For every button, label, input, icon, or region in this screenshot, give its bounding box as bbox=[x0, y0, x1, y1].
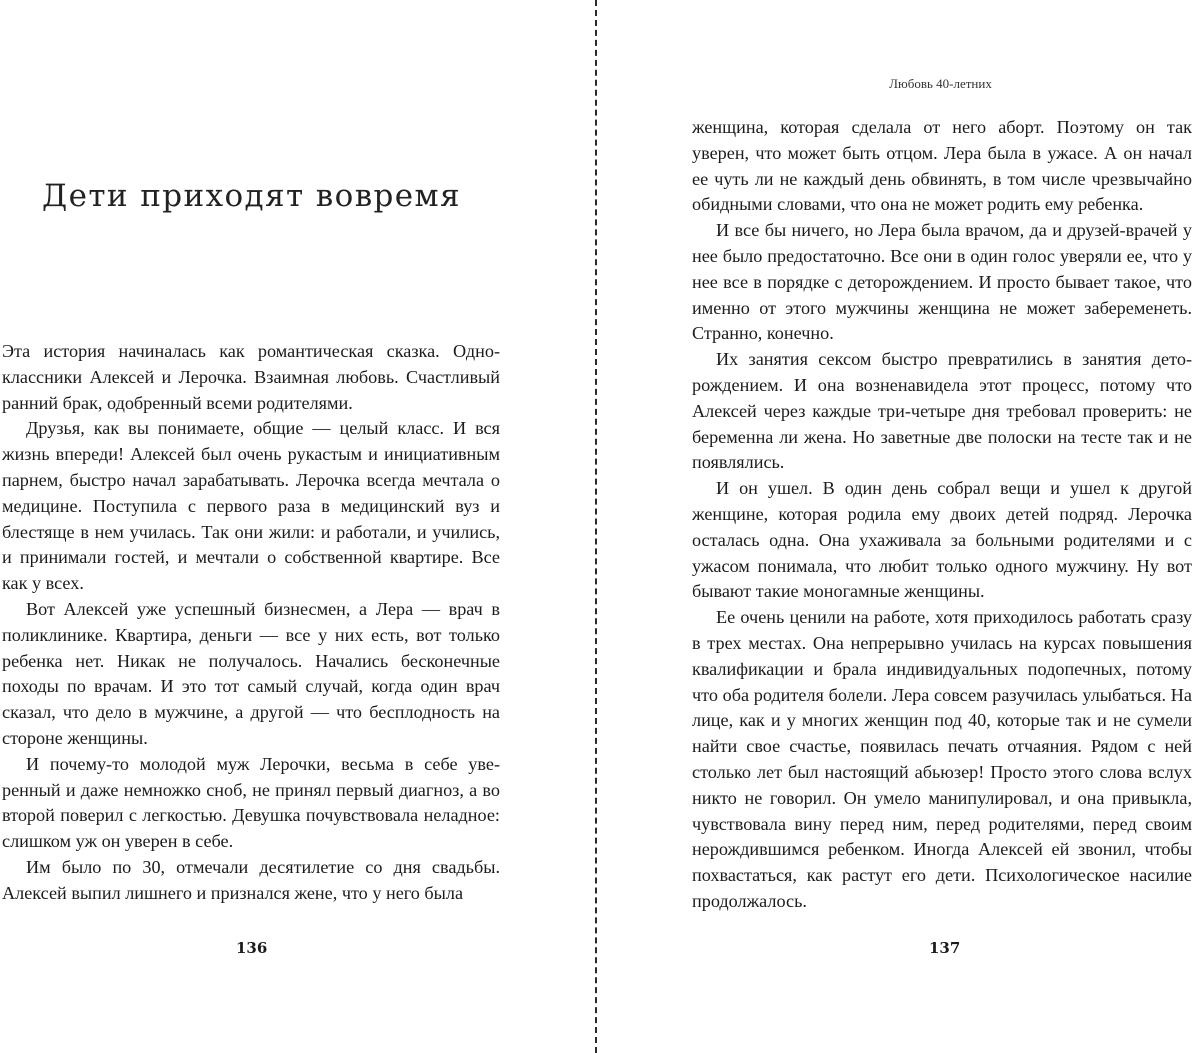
left-page bbox=[0, 0, 596, 1053]
paragraph: женщина, которая сделала от него аборт. Поэтому он так уверен, что может быть отцом. Лера была в ужасе. А он начал ее чуть ли не каждый день обвинять, в том числе чрезвычайно обидными словами, что она не может родить ему ребенка. bbox=[692, 117, 1192, 215]
running-head: Любовь 40-летних bbox=[889, 76, 992, 91]
right-page-body bbox=[692, 115, 1192, 915]
paragraph: Друзья, как вы понимаете, общие — целый класс. И вся жизнь впереди! Алексей был очень рукастым и инициативным парнем, быстро начал зарабатывать. Лерочка всегда мечтала о медицине. Поступила с первого раза в медицинский вуз и блестяще в нем училась. Так они жили: и работали, и учились, и принимали гостей, и мечтали о собственной квартире. Все как у всех. bbox=[2, 418, 500, 594]
left-page-body bbox=[2, 339, 500, 907]
page-divider bbox=[595, 0, 597, 1053]
right-page bbox=[598, 0, 1195, 1053]
paragraph: Ее очень ценили на работе, хотя приходилось работать сразу в трех местах. Она непрерывно училась на курсах повышения квалификации и брала индивидуальных подопечных, потому что оба родителя болели. Лера совсем разучилась улыбаться. На лице, как и у многих женщин под 40, которые так и не сумели найти свое счастье, появилась печать отчаяния. Рядом с ней столько лет был настоящий абьюзер! Просто этого слова вслух никто не говорил. Он умело манипулировал, и она привыкла, чувствовала вину перед ним, перед родителями, перед своим нерождившимся ребенком. Иногда Алексей ей звонил, чтобы похвастаться, как растут его дети. Психологическое насилие продолжалось. bbox=[692, 607, 1192, 911]
page-number: 137 bbox=[929, 939, 961, 957]
paragraph: Их занятия сексом быстро превратились в занятия деторождением. И она возненавидела этот процесс, потому что Алексей через каждые три-четыре дня требовал проверить: не беременна ли жена. Но заветные две полоски на тесте так и не появлялись. bbox=[692, 349, 1192, 473]
paragraph: Вот Алексей уже успешный бизнесмен, а Лера — врач в поликлинике. Квартира, деньги — все у них есть, вот только ребенка нет. Никак не получалось. Начались бесконечные походы по врачам. И это тот самый случай, когда один врач сказал, что дело в мужчине, а другой — что бесплодность на стороне женщины. bbox=[2, 598, 500, 748]
paragraph: Им было по 30, отмечали десятилетие со дня свадьбы. Алексей выпил лишнего и признался жене, что у него была bbox=[2, 856, 500, 903]
paragraph: И все бы ничего, но Лера была врачом, да и друзей-врачей у нее было предостаточно. Все они в один голос уверяли ее, что у нее все в порядке с деторождением. И просто бывает такое, что именно от этого мужчины женщина не может забеременеть. Странно, конечно. bbox=[692, 220, 1192, 344]
paragraph: И почему-то молодой муж Лерочки, весьма в себе уверенный и даже немножко сноб, не принял первый диагноз, а во второй поверил с легкостью. Девушка почувствовала неладное: слишком уж он уверен в себе. bbox=[2, 753, 500, 852]
chapter-title: Дети приходят вовремя bbox=[42, 178, 462, 214]
page-number: 136 bbox=[236, 939, 268, 957]
paragraph: Эта история начиналась как романтическая сказка. Одноклассники Алексей и Лерочка. Взаимная любовь. Счастливый ранний брак, одобренный всеми родителями. bbox=[2, 341, 500, 413]
paragraph: И он ушел. В один день собрал вещи и ушел к другой женщине, которая родила ему двоих детей подряд. Лерочка осталась одна. Она ухаживала за больными родителями и с ужасом понимала, что любит только одного мужчину. Ну вот бывают такие моногамные женщины. bbox=[692, 478, 1192, 602]
